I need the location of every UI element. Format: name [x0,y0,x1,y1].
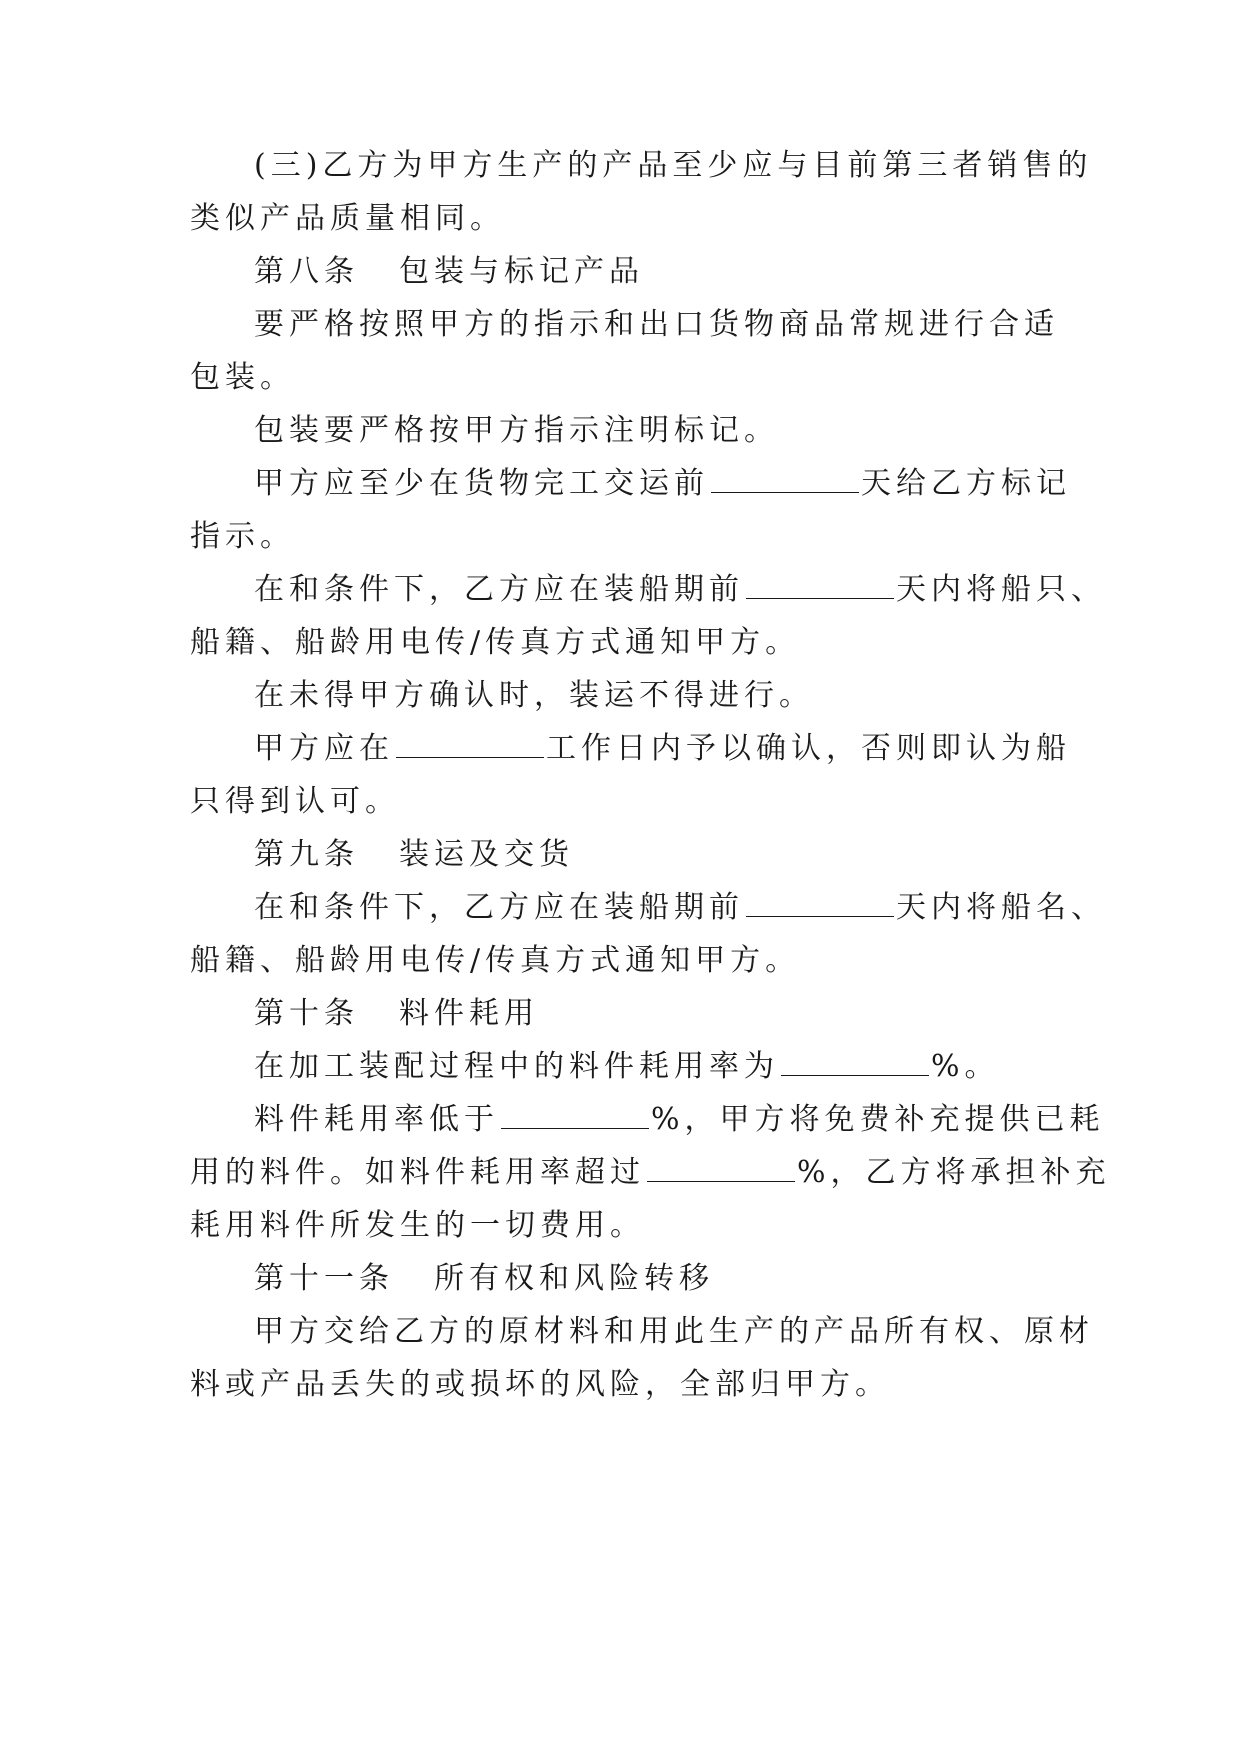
paragraph-line [190,1365,890,1405]
fill-in-blank[interactable] [781,1049,929,1076]
text: 用的料件。如料件耗用率超过 [190,1155,645,1190]
paragraph-line [190,358,295,398]
fill-in-blank[interactable] [501,1102,649,1129]
paragraph-line [254,676,814,716]
text: %。 [931,1049,1000,1084]
article-title: 装运及交货 [399,837,574,872]
article-number: 第八条 [254,254,359,289]
text: 耗用料件所发生的一切费用。 [190,1208,645,1243]
fill-in-blank[interactable] [647,1155,795,1182]
text: 天给乙方标记 [861,466,1071,501]
fill-in-blank[interactable] [711,466,859,493]
paragraph-line [254,888,1106,928]
paragraph-line [254,464,1071,504]
paragraph-line [254,1312,1094,1352]
text: 包装要严格按甲方指示注明标记。 [254,413,779,448]
article-heading-9 [254,835,574,875]
article-title: 包装与标记产品 [399,254,644,289]
text: 甲方应在 [254,731,394,766]
paragraph-line [254,146,1092,186]
text: 船籍、船龄用电传/传真方式通知甲方。 [190,943,801,978]
paragraph-line [190,782,400,822]
article-title: 料件耗用 [399,996,539,1031]
text: 类似产品质量相同。 [190,201,505,236]
fill-in-blank[interactable] [746,890,894,917]
fill-in-blank[interactable] [746,572,894,599]
paragraph-line [254,305,1059,345]
paragraph-line [254,729,1071,769]
text: 工作日内予以确认，否则即认为船 [546,731,1071,766]
text: 在和条件下，乙方应在装船期前 [254,890,744,925]
text: 在和条件下，乙方应在装船期前 [254,572,744,607]
text: %，甲方将免费补充提供已耗 [651,1102,1105,1137]
text: 甲方应至少在货物完工交运前 [254,466,709,501]
paragraph-line [254,570,1106,610]
text: 船籍、船龄用电传/传真方式通知甲方。 [190,625,801,660]
article-number: 第十条 [254,996,359,1031]
text: 甲方交给乙方的原材料和用此生产的产品所有权、原材 [254,1314,1094,1349]
paragraph-line [254,1047,1000,1087]
text: 包装。 [190,360,295,395]
paragraph-line [190,199,505,239]
text: 在加工装配过程中的料件耗用率为 [254,1049,779,1084]
paragraph-line [254,1100,1105,1140]
article-number: 第九条 [254,837,359,872]
text: 要严格按照甲方的指示和出口货物商品常规进行合适 [254,307,1059,342]
article-heading-11 [254,1259,714,1299]
fill-in-blank[interactable] [396,731,544,758]
article-heading-10 [254,994,539,1034]
text: 在未得甲方确认时，装运不得进行。 [254,678,814,713]
text: 只得到认可。 [190,784,400,819]
paragraph-line [190,1206,645,1246]
article-number: 第十一条 [254,1261,394,1296]
article-heading-8 [254,252,644,292]
text: %，乙方将承担补充 [797,1155,1111,1190]
text: 天内将船名、 [896,890,1106,925]
paragraph-line [190,1153,1111,1193]
paragraph-line [190,623,800,663]
text: 指示。 [190,519,295,554]
text: 料件耗用率低于 [254,1102,499,1137]
paragraph-line [190,941,800,981]
paragraph-line [254,411,779,451]
paragraph-line [190,517,295,557]
article-title: 所有权和风险转移 [434,1261,714,1296]
text: 天内将船只、 [896,572,1106,607]
text: 料或产品丢失的或损坏的风险，全部归甲方。 [190,1367,890,1402]
text: (三)乙方为甲方生产的产品至少应与目前第三者销售的 [254,148,1093,183]
